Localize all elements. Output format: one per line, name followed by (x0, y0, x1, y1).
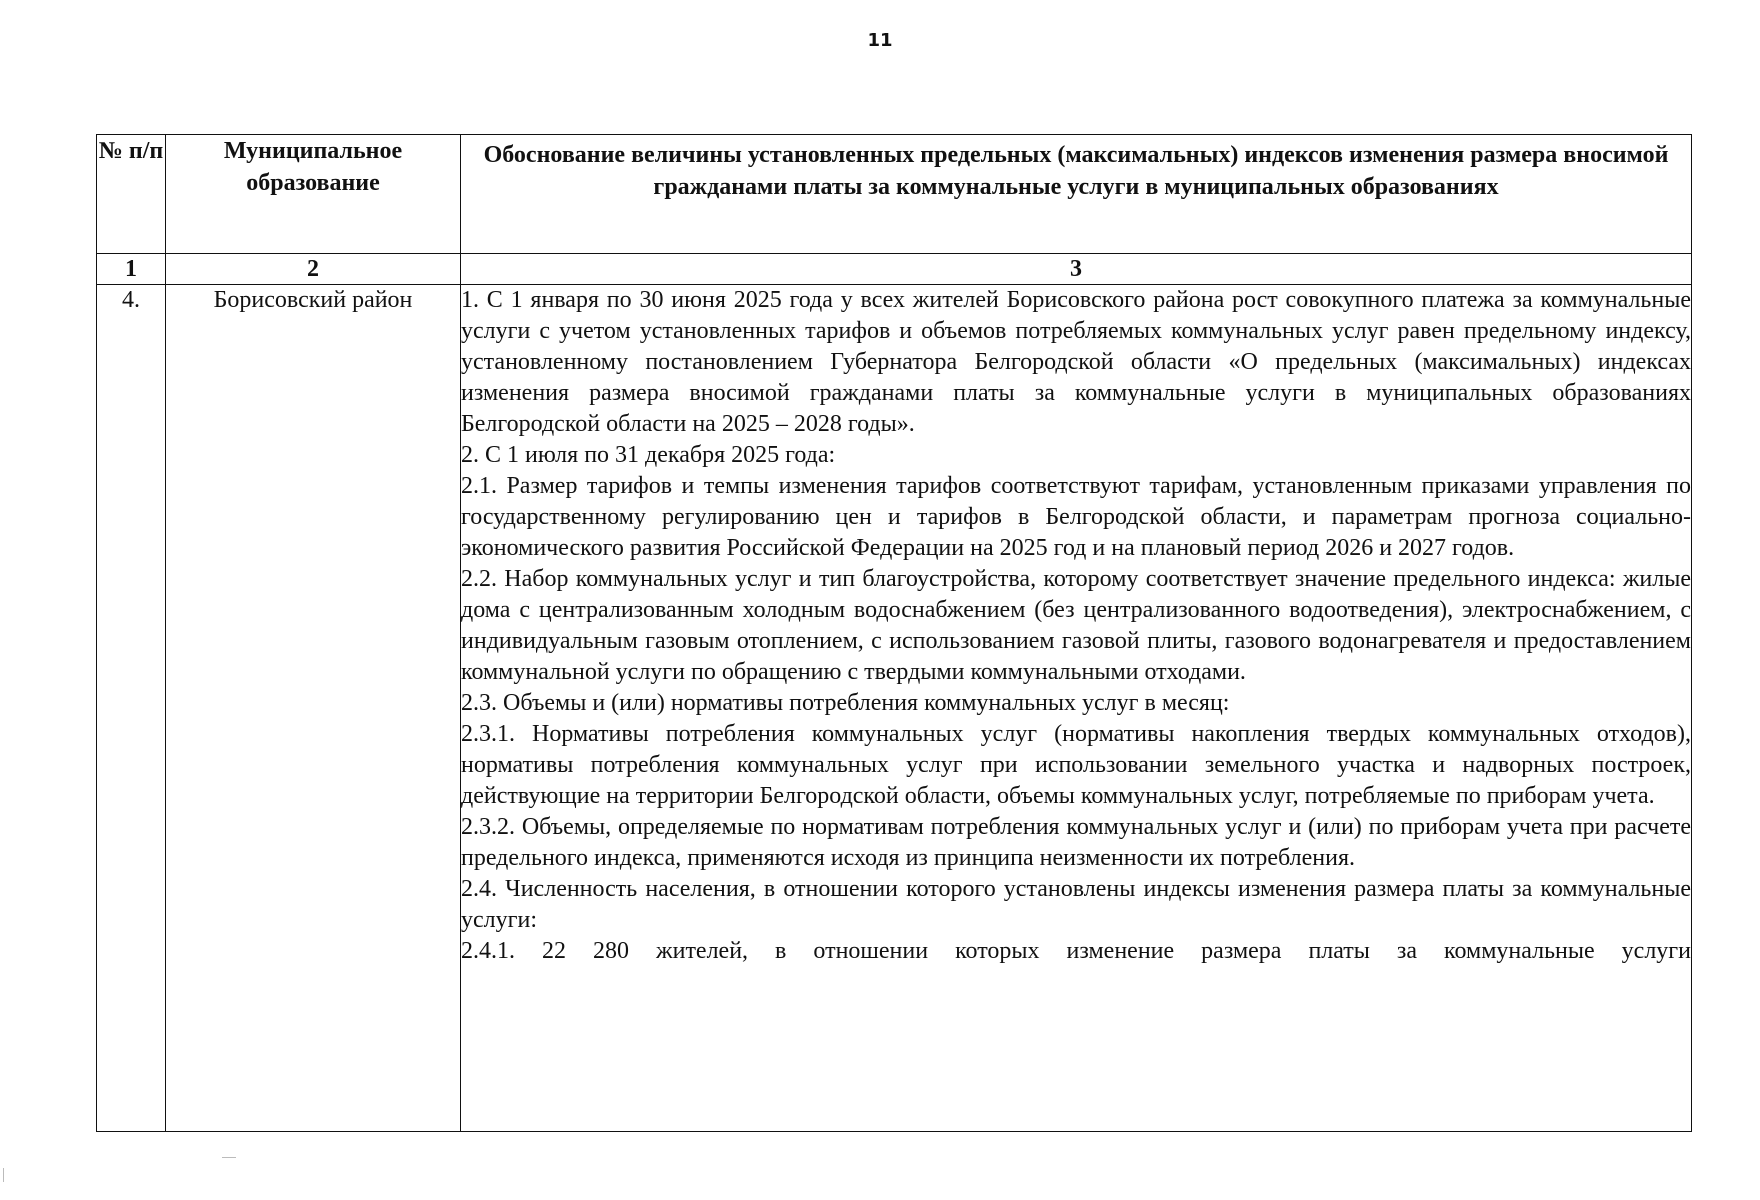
row-municipality: Борисовский район (166, 285, 461, 1132)
table-row (97, 285, 1692, 1132)
paragraph-2-3: 2.3. Объемы и (или) нормативы потребления коммунальных услуг в месяц: (461, 690, 1230, 716)
paragraph-2-3-1: 2.3.1. Нормативы потребления коммунальных услуг (нормативы накопления твердых коммунальных отходов), нормативы потребления коммунальных услуг при использовании земельного участка и надворных построек, действующие на территории Белгородской области, объемы коммунальных услуг, потребляемые по приборам учета. (461, 721, 1691, 809)
table-header-row (97, 135, 1692, 254)
column-index-row (97, 254, 1692, 285)
paragraph-1: 1. С 1 января по 30 июня 2025 года у всех жителей Борисовского района рост совокупного платежа за коммунальные услуги с учетом установленных тарифов и объемов потребляемых коммунальных услуг равен предельному индексу, установленному постановлением Губернатора Белгородской области «О предельных (максимальных) индексах изменения размера вносимой гражданами платы за коммунальные услуги в муниципальных образованиях Белгородской области на 2025 – 2028 годы». (461, 287, 1691, 437)
paragraph-2-3-2: 2.3.2. Объемы, определяемые по нормативам потребления коммунальных услуг и (или) по приборам учета при расчете предельного индекса, применяются исходя из принципа неизменности их потребления. (461, 814, 1691, 871)
scan-speck (222, 1157, 236, 1158)
page-number: 11 (867, 30, 893, 51)
row-justification (461, 285, 1692, 1132)
column-index-3: 3 (461, 254, 1692, 285)
scan-speck (3, 1168, 4, 1182)
justification-table (96, 134, 1692, 1132)
column-index-1: 1 (97, 254, 166, 285)
paragraph-2: 2. С 1 июля по 31 декабря 2025 года: (461, 442, 836, 468)
header-justification: Обоснование величины установленных предельных (максимальных) индексов изменения размера вносимой гражданами платы за коммунальные услуги в муниципальных образованиях (461, 135, 1692, 254)
header-num: № п/п (97, 135, 166, 254)
paragraph-2-2: 2.2. Набор коммунальных услуг и тип благоустройства, которому соответствует значение предельного индекса: жилые дома с централизованным холодным водоснабжением (без централизованного водоотведения), электроснабжением, с индивидуальным газовым отоплением, с использованием газовой плиты, газового водонагревателя и предоставлением коммунальной услуги по обращению с твердыми коммунальными отходами. (461, 566, 1691, 685)
header-municipality: Муниципальное образование (166, 135, 461, 254)
paragraph-2-4: 2.4. Численность населения, в отношении которого установлены индексы изменения размера платы за коммунальные услуги: (461, 876, 1691, 933)
paragraph-2-1: 2.1. Размер тарифов и темпы изменения тарифов соответствуют тарифам, установленным приказами управления по государственному регулированию цен и тарифов в Белгородской области, и параметрам прогноза социально-экономического развития Российской Федерации на 2025 год и на плановый период 2026 и 2027 годов. (461, 473, 1691, 561)
row-number: 4. (97, 285, 166, 1132)
paragraph-2-4-1: 2.4.1. 22 280 жителей, в отношении которых изменение размера платы за коммунальные услуги (461, 938, 1691, 964)
column-index-2: 2 (166, 254, 461, 285)
